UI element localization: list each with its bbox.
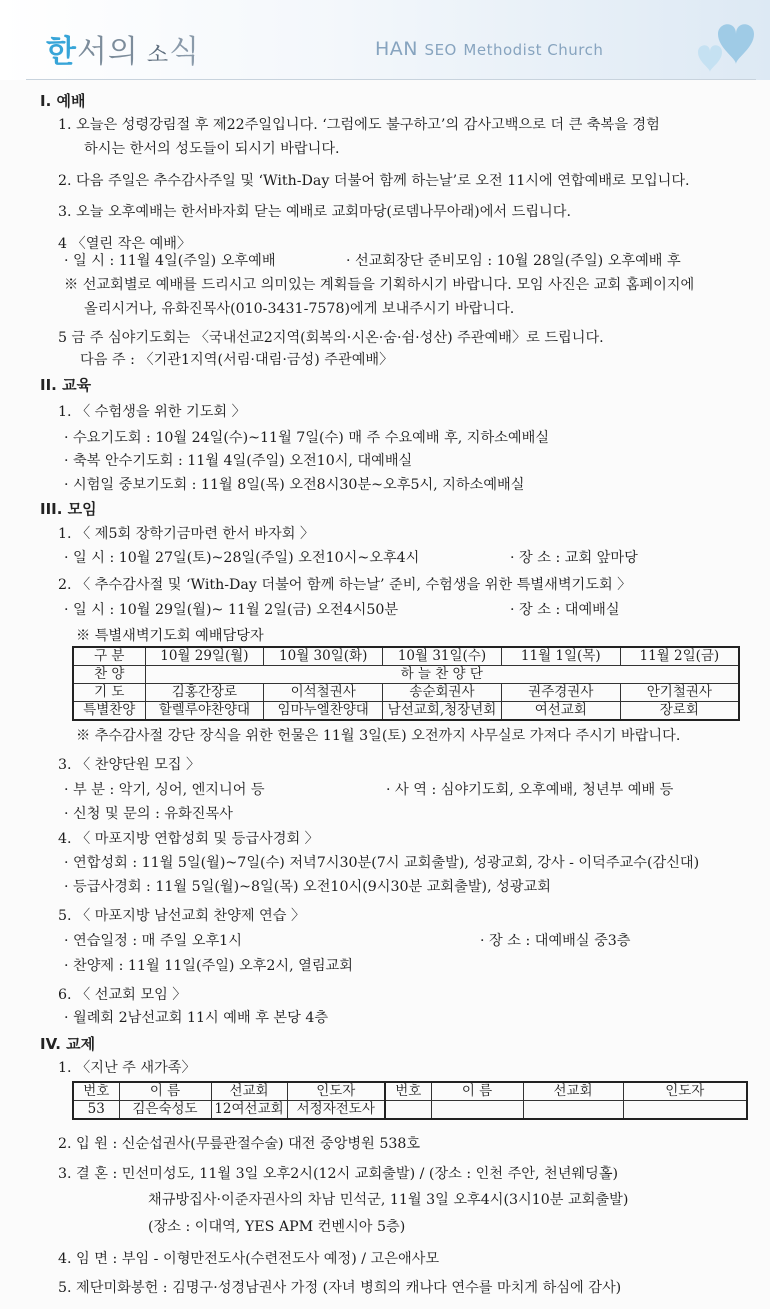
table-caption: ※ 특별새벽기도회 예배담당자 (76, 628, 264, 644)
table-header-cell: 인도자 (287, 1082, 385, 1101)
notice-item: 3. 오늘 오후예배는 한서바자회 닫는 예배로 교회마당(로뎀나무아래)에서 드립니다. (58, 204, 571, 220)
table-cell: 임마누엘찬양대 (264, 702, 383, 721)
notice-item: · 축복 안수기도회 : 11월 4일(주일) 오전10시, 대예배실 (64, 453, 413, 469)
notice-item: · 연습일정 : 매 주일 오후1시 (64, 933, 242, 949)
table-header-cell: 구 분 (73, 647, 145, 666)
notice-item: 3. 결 혼 : 민선미성도, 11월 3일 오후2시(12시 교회출발) / (장소 : 인천 주안, 천년웨딩홀) (58, 1166, 619, 1182)
table-row (73, 1082, 747, 1101)
table-cell: 김홍간장로 (145, 684, 264, 702)
notice-item: 5 금 주 심야기도회는 〈국내선교2지역(회복의·시온·숨·쉼·성산) 주관예배〉로 드립니다. (58, 330, 604, 346)
notice-item: · 찬양제 : 11월 11일(주일) 오후2시, 열림교회 (64, 958, 353, 974)
section-heading-education: II. 교육 (40, 376, 92, 394)
notice-item: 4. 〈 마포지방 연합성회 및 등급사경회 〉 (58, 831, 319, 847)
table-cell (385, 1101, 431, 1120)
table-header-cell: 이 름 (431, 1082, 523, 1101)
table-cell: 여선교회 (501, 702, 620, 721)
notice-item: 2. 다음 주일은 추수감사주일 및 ‘With-Day 더불어 함께 하는날’로 오전 11시에 연합예배로 모입니다. (58, 173, 690, 189)
table-header-cell: 10월 29일(월) (145, 647, 264, 666)
notice-item: · 등급사경회 : 11월 5일(월)~8일(목) 오전10시(9시30분 교회출발), 성광교회 (64, 879, 551, 895)
table-header-cell: 선교회 (211, 1082, 287, 1101)
notice-item: 하시는 한서의 성도들이 되시기 바랍니다. (84, 141, 340, 157)
table-cell: 장로회 (620, 702, 739, 721)
notice-item: · 부 분 : 악기, 싱어, 엔지니어 등 (64, 782, 265, 798)
table-cell: 이석철권사 (264, 684, 383, 702)
heart-icon (718, 24, 754, 64)
notice-item: 1. 〈지난 주 새가족〉 (58, 1060, 196, 1076)
notice-item: · 장 소 : 교회 앞마당 (510, 550, 638, 566)
table-row-label: 특별찬양 (73, 702, 145, 721)
notice-item: 3. 〈 찬양단원 모집 〉 (58, 757, 201, 773)
table-cell: 할렐루야찬양대 (145, 702, 264, 721)
notice-item: 5. 제단미화봉헌 : 김명구·성경남권사 가정 (자녀 병희의 캐나다 연수를 마치게 하심에 감사) (58, 1280, 622, 1296)
table-cell: 서정자전도사 (287, 1101, 385, 1120)
table-row (73, 684, 739, 702)
notice-item: · 장 소 : 대예배실 (510, 602, 620, 618)
table-row-label: 기 도 (73, 684, 145, 702)
table-header-cell: 10월 30일(화) (264, 647, 383, 666)
table-row-label: 찬 양 (73, 666, 145, 684)
notice-item: (장소 : 이대역, YES APM 컨벤시아 5층) (148, 1219, 406, 1235)
page-title: 한서의 소식 (46, 34, 201, 70)
notice-item: 1. 〈 수험생을 위한 기도회 〉 (58, 404, 246, 420)
table-header-cell: 번호 (73, 1082, 119, 1101)
notice-note: 올리시거나, 유화진목사(010-3431-7578)에게 보내주시기 바랍니다. (84, 301, 515, 317)
notice-item: · 일 시 : 10월 29일(월)~ 11월 2일(금) 오전4시50분 (64, 602, 399, 618)
notice-item: · 사 역 : 심야기도회, 오후예배, 청년부 예배 등 (386, 782, 674, 798)
table-header-cell: 번호 (385, 1082, 431, 1101)
table-row (73, 702, 739, 721)
notice-item: 2. 〈 추수감사절 및 ‘With-Day 더불어 함께 하는날’ 준비, 수험생을 위한 특별새벽기도회 〉 (58, 577, 632, 593)
notice-note: ※ 추수감사절 강단 장식을 위한 헌물은 11월 3일(토) 오전까지 사무실로 가져다 주시기 바랍니다. (76, 728, 681, 744)
notice-item: · 월례회 2남선교회 11시 예배 후 본당 4층 (64, 1010, 329, 1026)
section-heading-meetings: III. 모임 (40, 500, 97, 518)
table-row (73, 647, 739, 666)
notice-item: · 시험일 중보기도회 : 11월 8일(목) 오전8시30분~오후5시, 지하소예배실 (64, 477, 525, 493)
table-cell: 김은숙성도 (119, 1101, 211, 1120)
table-header-cell: 11월 1일(목) (501, 647, 620, 666)
church-name: HAN SEO Methodist Church (375, 38, 604, 60)
table-cell: 53 (73, 1101, 119, 1120)
section-heading-worship: I. 예배 (40, 92, 86, 110)
notice-item: · 일 시 : 11월 4일(주일) 오후예배 (64, 253, 276, 269)
table-cell (523, 1101, 623, 1120)
notice-item: · 일 시 : 10월 27일(토)~28일(주일) 오전10시~오후4시 (64, 550, 420, 566)
notice-item: 2. 입 원 : 신순섭권사(무릎관절수술) 대전 중앙병원 538호 (58, 1136, 421, 1152)
table-cell: 12여선교회 (211, 1101, 287, 1120)
table-row (73, 1101, 747, 1120)
notice-item: · 연합성회 : 11월 5일(월)~7일(수) 저녁7시30분(7시 교회출발), 성광교회, 강사 - 이덕주교수(감신대) (64, 855, 700, 871)
table-cell: 안기철권사 (620, 684, 739, 702)
table-cell: 남선교회,청장년회 (383, 702, 502, 721)
table-header-cell: 10월 31일(수) (383, 647, 502, 666)
notice-item: · 장 소 : 대예배실 중3층 (480, 933, 631, 949)
notice-item: 다음 주 : 〈기관1지역(서림·대림·금성) 주관예배〉 (80, 352, 394, 368)
table-row (73, 666, 739, 684)
new-family-table (72, 1081, 748, 1120)
notice-item: 채규방집사·이준자권사의 차남 민석군, 11월 3일 오후4시(3시10분 교회출발) (148, 1192, 629, 1208)
dawn-prayer-table (72, 646, 740, 721)
notice-item: 1. 오늘은 성령강림절 후 제22주일입니다. ‘그럼에도 불구하고’의 감사고백으로 더 큰 축복을 경험 (58, 117, 660, 133)
table-cell (431, 1101, 523, 1120)
notice-item: · 수요기도회 : 10월 24일(수)~11월 7일(수) 매 주 수요예배 후, 지하소예배실 (64, 430, 550, 446)
table-cell (623, 1101, 747, 1120)
notice-item: · 선교회장단 준비모임 : 10월 28일(주일) 오후예배 후 (346, 253, 681, 269)
table-header-cell: 이 름 (119, 1082, 211, 1101)
notice-note: ※ 선교회별로 예배를 드리시고 의미있는 계획들을 기획하시기 바랍니다. 모임 사진은 교회 홈페이지에 (64, 277, 695, 293)
notice-item: · 신청 및 문의 : 유화진목사 (64, 806, 233, 822)
hearts-decoration (658, 14, 758, 76)
table-header-cell: 선교회 (523, 1082, 623, 1101)
notice-item: 5. 〈 마포지방 남선교회 찬양제 연습 〉 (58, 908, 306, 924)
table-cell: 송순회권사 (383, 684, 502, 702)
table-cell: 하 늘 찬 양 단 (145, 666, 739, 684)
notice-item: 4. 임 면 : 부임 - 이형만전도사(수련전도사 예정) / 고은애사모 (58, 1251, 440, 1267)
header-divider (26, 79, 756, 80)
heart-icon-small (698, 45, 722, 72)
table-header-cell: 인도자 (623, 1082, 747, 1101)
section-heading-fellowship: IV. 교제 (40, 1035, 96, 1053)
notice-item: 4 〈열린 작은 예배〉 (58, 236, 192, 252)
notice-item: 1. 〈 제5회 장학기금마련 한서 바자회 〉 (58, 526, 315, 542)
table-header-cell: 11월 2일(금) (620, 647, 739, 666)
table-cell: 권주경권사 (501, 684, 620, 702)
notice-item: 6. 〈 선교회 모임 〉 (58, 987, 187, 1003)
